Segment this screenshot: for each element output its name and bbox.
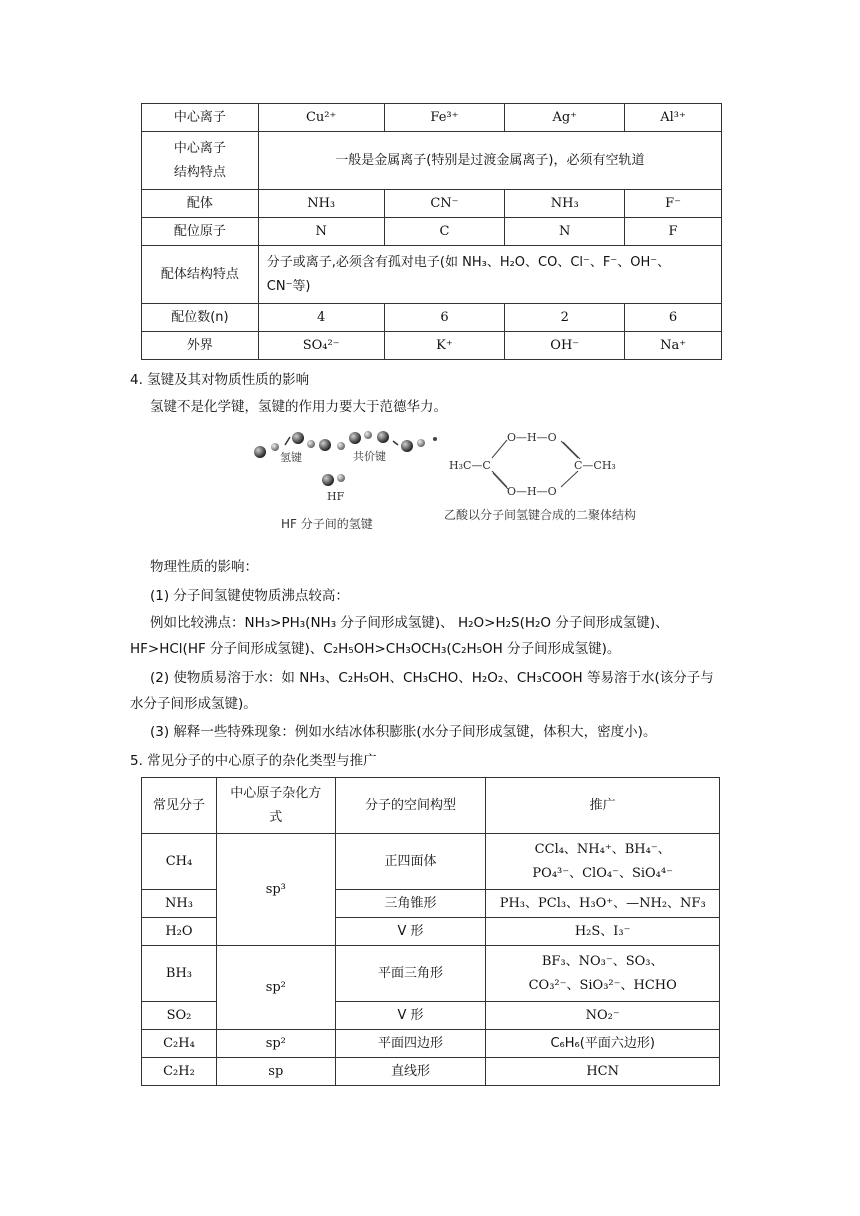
cell: HCN bbox=[486, 1058, 720, 1086]
cell: sp bbox=[216, 1058, 335, 1086]
dimer-top-label: O—H—O bbox=[507, 431, 557, 444]
cell: Ag⁺ bbox=[505, 104, 625, 132]
cell: F⁻ bbox=[625, 190, 722, 218]
bond bbox=[493, 473, 508, 489]
text-line: CCl₄、NH₄⁺、BH₄⁻、 bbox=[534, 841, 671, 857]
atom bbox=[337, 474, 345, 482]
hybridization-table bbox=[141, 777, 720, 1086]
cell: 配体 bbox=[142, 190, 259, 218]
cell: PH₃、PCl₃、H₃O⁺、—NH₂、NF₃ bbox=[486, 890, 720, 918]
row-label bbox=[142, 132, 259, 190]
cell: NH₃ bbox=[142, 890, 217, 918]
atom bbox=[292, 432, 304, 444]
cell bbox=[486, 946, 720, 1002]
paragraph: (1) 分子间氢键使物质沸点较高： bbox=[150, 588, 349, 604]
bond bbox=[492, 471, 507, 487]
section-heading: 4. 氢键及其对物质性质的影响 bbox=[130, 372, 310, 388]
cell: K⁺ bbox=[384, 332, 505, 360]
cell: OH⁻ bbox=[505, 332, 625, 360]
cell: 6 bbox=[625, 304, 722, 332]
cell: SO₂ bbox=[142, 1002, 217, 1030]
cell: H₂O bbox=[142, 918, 217, 946]
bond bbox=[285, 437, 290, 445]
label-line: 中心离子 bbox=[173, 140, 226, 156]
atom bbox=[349, 432, 361, 444]
cell: 平面四边形 bbox=[335, 1030, 486, 1058]
cell: F bbox=[625, 218, 722, 246]
cell: CH₄ bbox=[142, 834, 217, 890]
dimer-bottom-label: O—H—O bbox=[507, 485, 557, 498]
atom bbox=[254, 446, 266, 458]
cell: Al³⁺ bbox=[625, 104, 722, 132]
atom bbox=[319, 439, 331, 451]
cell: BH₃ bbox=[142, 946, 217, 1002]
cell: 外界 bbox=[142, 332, 259, 360]
atom bbox=[337, 442, 345, 450]
figure-caption: HF 分子间的氢键 bbox=[281, 517, 373, 531]
cell: C bbox=[384, 218, 505, 246]
cell: 配位数(n) bbox=[142, 304, 259, 332]
cell: C₂H₄ bbox=[142, 1030, 217, 1058]
cell: 配体结构特点 bbox=[142, 246, 259, 304]
paragraph: 例如比较沸点：NH₃>PH₃(NH₃ 分子间形成氢键)、 H₂O>H₂S(H₂O 分子间形成氢键)、 bbox=[150, 615, 669, 631]
cell: SO₄²⁻ bbox=[258, 332, 384, 360]
dimer-left-label: H₃C—C bbox=[449, 459, 491, 472]
cell: 4 bbox=[258, 304, 384, 332]
cell: 2 bbox=[505, 304, 625, 332]
atom bbox=[377, 431, 389, 443]
cell: NH₃ bbox=[505, 190, 625, 218]
bond bbox=[563, 442, 580, 459]
cell: NO₂⁻ bbox=[486, 1002, 720, 1030]
atom bbox=[417, 439, 425, 447]
paragraph: HF>HCl(HF 分子间形成氢键)、C₂H₅OH>CH₃OCH₃(C₂H₅OH 分子间形成氢键)。 bbox=[130, 641, 621, 657]
atom bbox=[364, 431, 372, 439]
cell: 配位原子 bbox=[142, 218, 259, 246]
cell: V 形 bbox=[335, 1002, 486, 1030]
header-cell: 推广 bbox=[486, 778, 720, 834]
bond bbox=[561, 471, 578, 487]
text-line: 分子或离子,必须含有孤对电子(如 NH₃、H₂O、CO、Cl⁻、F⁻、OH⁻、 bbox=[266, 254, 671, 270]
paragraph: 氢键不是化学键，氢键的作用力要大于范德华力。 bbox=[150, 399, 447, 415]
cell: 三角锥形 bbox=[335, 890, 486, 918]
cell: Na⁺ bbox=[625, 332, 722, 360]
cell: CN⁻ bbox=[384, 190, 505, 218]
hf-hbond-figure bbox=[248, 425, 448, 503]
paragraph: (3) 解释一些特殊现象：例如水结冰体积膨胀(水分子间形成氢键，体积大，密度小)。 bbox=[150, 724, 657, 740]
section-heading: 5. 常见分子的中心原子的杂化类型与推广 bbox=[130, 753, 377, 769]
bond bbox=[561, 441, 578, 458]
acetic-acid-dimer-figure bbox=[447, 425, 627, 505]
cell bbox=[486, 834, 720, 890]
hbond-label: 氢键 bbox=[280, 451, 302, 464]
figure-caption: 乙酸以分子间氢键合成的二聚体结构 bbox=[444, 508, 637, 522]
atom bbox=[307, 440, 315, 448]
text-line: BF₃、NO₃⁻、SO₃、 bbox=[541, 953, 664, 969]
cell: sp² bbox=[216, 1030, 335, 1058]
atom bbox=[271, 443, 279, 451]
cell: sp² bbox=[216, 946, 335, 1030]
text-line: CO₃²⁻、SiO₃²⁻、HCHO bbox=[528, 977, 677, 993]
header-cell bbox=[216, 778, 335, 834]
cell: NH₃ bbox=[258, 190, 384, 218]
paragraph: 物理性质的影响： bbox=[150, 559, 258, 575]
text-line: PO₄³⁻、ClO₄⁻、SiO₄⁴⁻ bbox=[532, 865, 673, 881]
header-line: 中心原子杂化方 bbox=[230, 785, 322, 801]
cell: V 形 bbox=[335, 918, 486, 946]
cell: N bbox=[505, 218, 625, 246]
dimer-right-label: C—CH₃ bbox=[574, 459, 616, 472]
bond bbox=[393, 441, 398, 445]
cell: Fe³⁺ bbox=[384, 104, 505, 132]
header-line: 式 bbox=[269, 809, 283, 825]
atom bbox=[401, 440, 413, 452]
atom bbox=[433, 437, 437, 441]
covalent-label: 共价键 bbox=[353, 450, 386, 463]
cell: 中心离子 bbox=[142, 104, 259, 132]
cell: 一般是金属离子(特别是过渡金属离子)，必须有空轨道 bbox=[258, 132, 721, 190]
cell: 直线形 bbox=[335, 1058, 486, 1086]
label-line: 结构特点 bbox=[173, 164, 226, 180]
header-cell: 分子的空间构型 bbox=[335, 778, 486, 834]
hf-label: HF bbox=[327, 490, 345, 503]
cell: Cu²⁺ bbox=[258, 104, 384, 132]
cell: 平面三角形 bbox=[335, 946, 486, 1002]
cell: sp³ bbox=[216, 834, 335, 946]
text-line: CN⁻等) bbox=[266, 278, 311, 294]
cell: C₂H₂ bbox=[142, 1058, 217, 1086]
cell: C₆H₆(平面六边形) bbox=[486, 1030, 720, 1058]
coordination-table bbox=[141, 103, 722, 360]
cell: H₂S、I₃⁻ bbox=[486, 918, 720, 946]
bond bbox=[492, 440, 507, 458]
cell: 正四面体 bbox=[335, 834, 486, 890]
header-cell: 常见分子 bbox=[142, 778, 217, 834]
cell: 6 bbox=[384, 304, 505, 332]
cell: N bbox=[258, 218, 384, 246]
cell bbox=[258, 246, 721, 304]
paragraph: (2) 使物质易溶于水：如 NH₃、C₂H₅OH、CH₃CHO、H₂O₂、CH₃COOH 等易溶于水(该分子与 bbox=[150, 670, 714, 686]
paragraph: 水分子间形成氢键)。 bbox=[130, 696, 257, 712]
atom bbox=[322, 474, 334, 486]
